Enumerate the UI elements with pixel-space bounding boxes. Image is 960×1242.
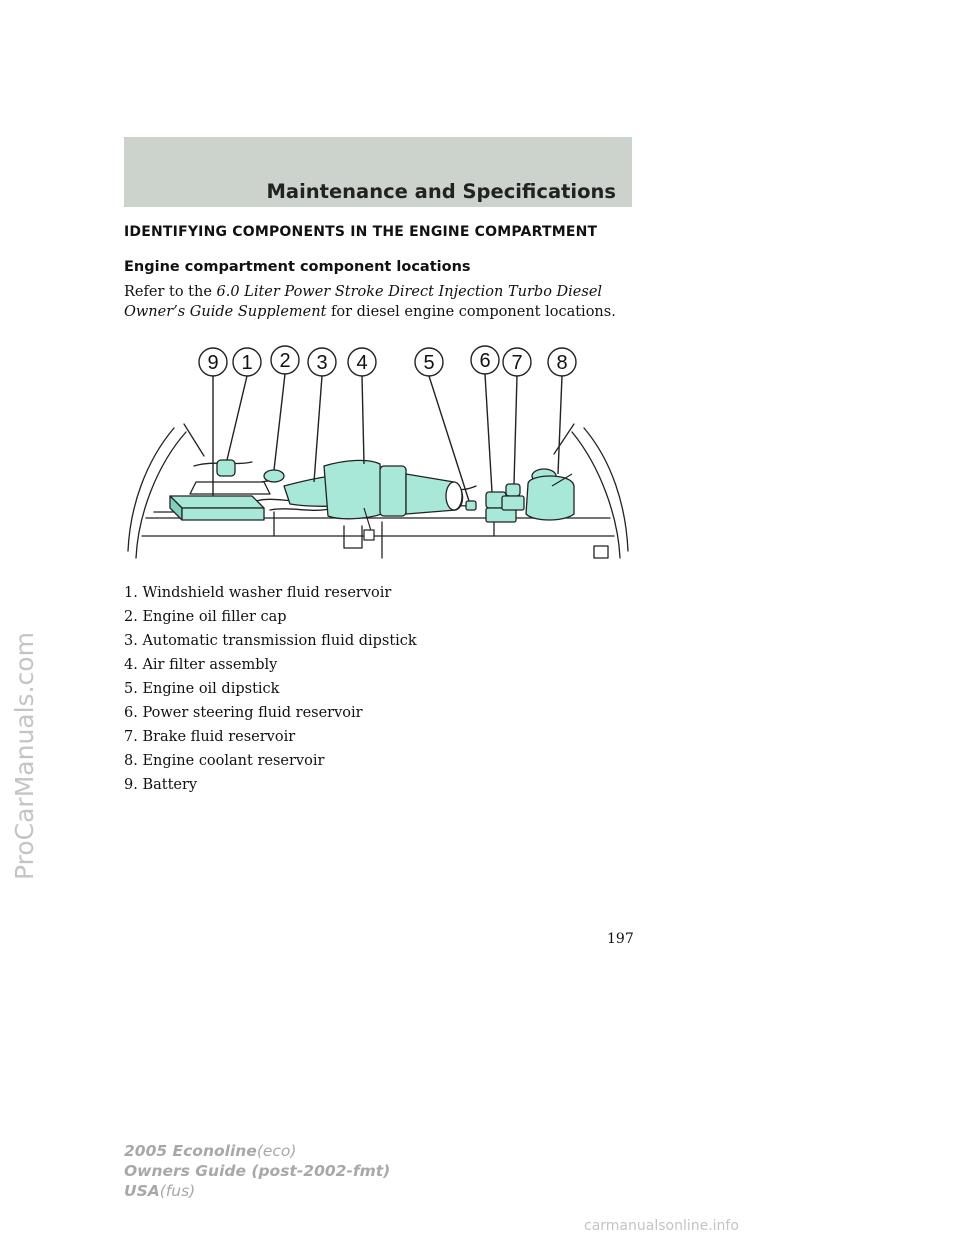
footer-model-code: (eco) xyxy=(256,1142,297,1160)
site-watermark: carmanualsonline.info xyxy=(584,1218,739,1234)
callout-4: 4 xyxy=(356,352,368,374)
intro-suffix: for diesel engine component locations. xyxy=(326,304,616,320)
callout-6: 6 xyxy=(479,350,491,372)
footer-model: 2005 Econoline xyxy=(124,1142,257,1160)
component-legend xyxy=(124,583,417,799)
callout-7: 7 xyxy=(511,352,523,374)
page-number: 197 xyxy=(607,931,634,947)
legend-item: 8. Engine coolant reservoir xyxy=(124,753,325,769)
legend-item: 4. Air filter assembly xyxy=(124,657,278,673)
callout-8: 8 xyxy=(556,352,568,374)
callout-3: 3 xyxy=(316,352,328,374)
legend-item: 2. Engine oil filler cap xyxy=(124,609,287,625)
watermark-text: ProCarManuals.com xyxy=(10,632,39,880)
side-watermark xyxy=(10,632,50,920)
legend-item: 3. Automatic transmission fluid dipstick xyxy=(124,633,417,649)
legend-item: 9. Battery xyxy=(124,777,198,793)
callout-2: 2 xyxy=(279,350,291,372)
document-footer xyxy=(124,1141,390,1201)
intro-guide-title: 6.0 Liter Power Stroke Direct Injection Turbo Diesel Owner’s Guide Supplement xyxy=(124,284,603,320)
footer-market-code: (fus) xyxy=(159,1182,196,1200)
engine-compartment-illustration xyxy=(124,336,632,576)
legend-item: 5. Engine oil dipstick xyxy=(124,681,280,697)
page-header-title: Maintenance and Specifications xyxy=(266,180,616,203)
intro-prefix: Refer to the xyxy=(124,284,217,300)
legend-item: 6. Power steering fluid reservoir xyxy=(124,705,363,721)
callout-1: 1 xyxy=(241,352,253,374)
section-title: IDENTIFYING COMPONENTS IN THE ENGINE COMPARTMENT xyxy=(124,224,598,240)
header-band xyxy=(124,137,632,207)
intro-paragraph xyxy=(124,282,624,322)
footer-market: USA xyxy=(124,1182,160,1200)
subsection-title: Engine compartment component locations xyxy=(124,259,471,275)
legend-item: 7. Brake fluid reservoir xyxy=(124,729,296,745)
callout-5: 5 xyxy=(423,352,435,374)
callout-9: 9 xyxy=(207,352,219,374)
legend-item: 1. Windshield washer fluid reservoir xyxy=(124,585,392,601)
footer-guide-format: Owners Guide (post-2002-fmt) xyxy=(124,1162,391,1180)
